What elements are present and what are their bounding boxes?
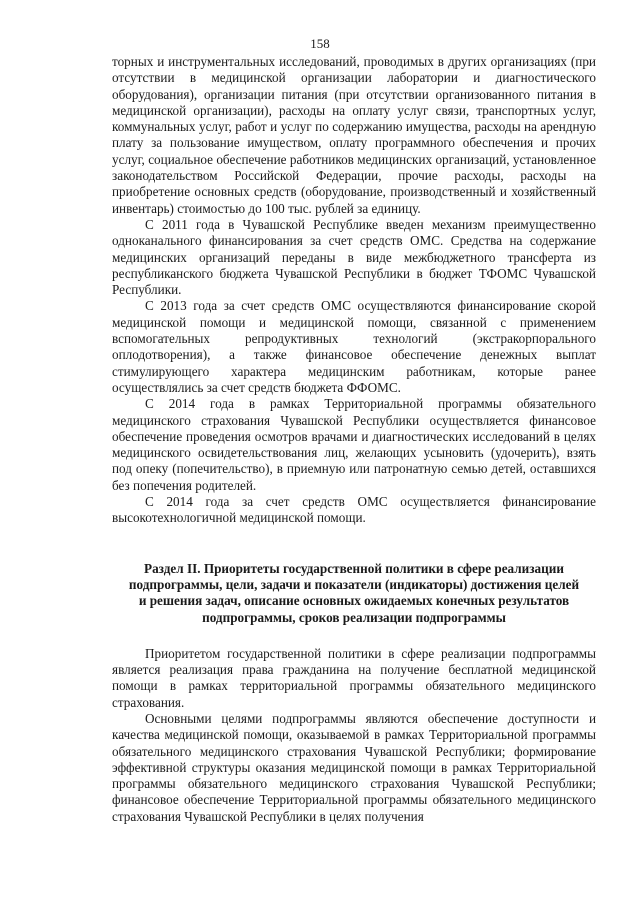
body-text [112, 54, 596, 825]
paragraph: Основными целями подпрограммы являются обеспечение доступности и качества медицинской помощи, оказываемой в рамках Территориальной программы обязательного медицинского страхования Чувашской Республики; формирование эффективной структуры оказания медицинской помощи в рамках Территориальной программы обязательного медицинского страхования Чувашской Республики; финансовое обеспечение Территориальной программы обязательного медицинского страхования Чувашской Республики в целях получения [112, 710, 596, 824]
paragraph: С 2014 года за счет средств ОМС осуществляется финансирование высокотехнологичной медицинской помощи. [112, 494, 596, 526]
paragraph: С 2013 года за счет средств ОМС осуществляются финансирование скорой медицинской помощи и медицинской помощи, связанной с применением вспомогательных репродуктивных технологий (экстракорпорального оплодотворения), а также финансовое обеспечение денежных выплат стимулирующего характера медицинским работникам, которые ранее осуществлялись за счет средств бюджета ФФОМС. [112, 298, 596, 395]
section-heading-line: и решения задач, описание основных ожидаемых конечных результатов [138, 593, 570, 609]
paragraph: С 2011 года в Чувашской Республике введен механизм преимущественно одноканального финансирования за счет средств ОМС. Средства на содержание медицинских организаций переданы в виде межбюджетного трансферта из республиканского бюджета Чувашской Республики в бюджет ТФОМС Чувашской Республики. [112, 216, 596, 298]
section-heading-line: подпрограммы, цели, задачи и показатели (индикаторы) достижения целей [128, 576, 580, 592]
section-heading-line: Раздел II. Приоритеты государственной политики в сфере реализации [144, 560, 564, 576]
paragraph: Приоритетом государственной политики в сфере реализации подпрограммы является реализация права гражданина на получение бесплатной медицинской помощи в рамках территориальной программы обязательного медицинского страхования. [112, 645, 596, 710]
section-heading [112, 561, 596, 626]
paragraph: С 2014 года в рамках Территориальной программы обязательного медицинского страхования Чувашской Республики осуществляется финансовое обеспечение проведения осмотров врачами и диагностических исследований в целях медицинского освидетельствования лиц, желающих усыновить (удочерить), взять под опеку (попечительство), в приемную или патронатную семью детей, оставшихся без попечения родителей. [112, 396, 596, 493]
paragraph: торных и инструментальных исследований, проводимых в других организациях (при отсутствии в медицинской организации лаборатории и диагностического оборудования), организации питания (при отсутствии организованного питания в медицинской организации), расходы на оплату услуг связи, транспортных услуг, коммунальных услуг, работ и услуг по содержанию имущества, расходы на арендную плату за пользование имуществом, оплату программного обеспечения и прочих услуг, социальное обеспечение работников медицинских организаций, установленное законодательством Российской Федерации, прочие расходы, расходы на приобретение основных средств (оборудование, производственный и хозяйственный инвентарь) стоимостью до 100 тыс. рублей за единицу. [112, 54, 596, 216]
page-number: 158 [310, 36, 330, 51]
section-heading-line: подпрограммы, сроков реализации подпрограммы [202, 609, 506, 625]
